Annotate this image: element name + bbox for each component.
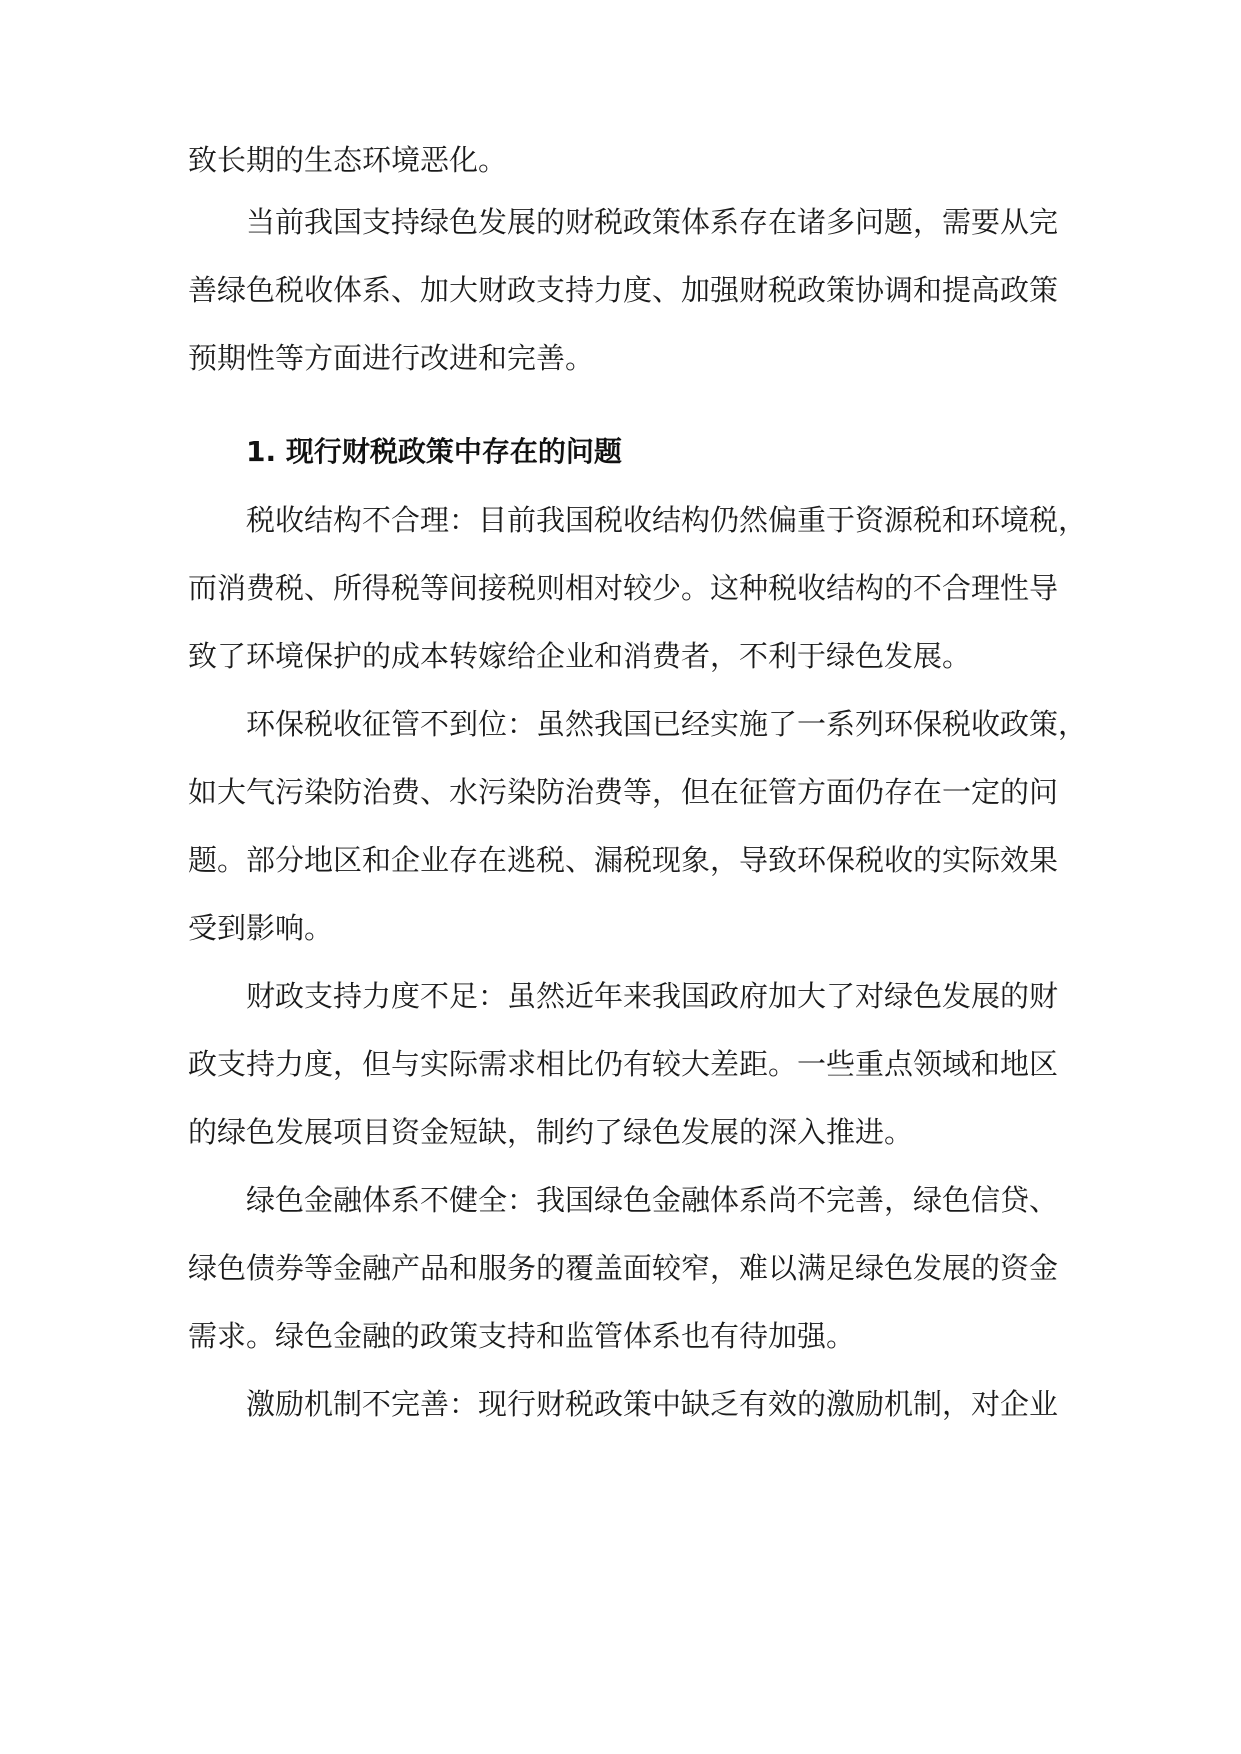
text-line: 受到影响。 bbox=[188, 911, 334, 945]
text-line: 预期性等方面进行改进和完善。 bbox=[188, 341, 595, 375]
text-line: 绿色金融体系不健全：我国绿色金融体系尚不完善，绿色信贷、 bbox=[246, 1183, 1059, 1217]
text-line: 税收结构不合理：目前我国税收结构仍然偏重于资源税和环境税， bbox=[246, 503, 1088, 537]
text-line: 题。部分地区和企业存在逃税、漏税现象，导致环保税收的实际效果 bbox=[188, 843, 1059, 877]
text-line: 善绿色税收体系、加大财政支持力度、加强财税政策协调和提高政策 bbox=[188, 273, 1059, 307]
text-line: 而消费税、所得税等间接税则相对较少。这种税收结构的不合理性导 bbox=[188, 571, 1059, 605]
text-line: 的绿色发展项目资金短缺，制约了绿色发展的深入推进。 bbox=[188, 1115, 914, 1149]
text-line: 绿色债券等金融产品和服务的覆盖面较窄，难以满足绿色发展的资金 bbox=[188, 1251, 1059, 1285]
text-line: 需求。绿色金融的政策支持和监管体系也有待加强。 bbox=[188, 1319, 856, 1353]
text-line: 政支持力度，但与实际需求相比仍有较大差距。一些重点领域和地区 bbox=[188, 1047, 1059, 1081]
text-line: 致了环境保护的成本转嫁给企业和消费者，不利于绿色发展。 bbox=[188, 639, 972, 673]
text-line: 当前我国支持绿色发展的财税政策体系存在诸多问题，需要从完 bbox=[246, 205, 1059, 239]
section-heading: 1. 现行财税政策中存在的问题 bbox=[246, 435, 622, 468]
text-line: 致长期的生态环境恶化。 bbox=[188, 143, 508, 177]
text-line: 环保税收征管不到位：虽然我国已经实施了一系列环保税收政策， bbox=[246, 707, 1088, 741]
text-line: 激励机制不完善：现行财税政策中缺乏有效的激励机制，对企业 bbox=[246, 1387, 1059, 1421]
text-line: 财政支持力度不足：虽然近年来我国政府加大了对绿色发展的财 bbox=[246, 979, 1059, 1013]
text-line: 如大气污染防治费、水污染防治费等，但在征管方面仍存在一定的问 bbox=[188, 775, 1059, 809]
